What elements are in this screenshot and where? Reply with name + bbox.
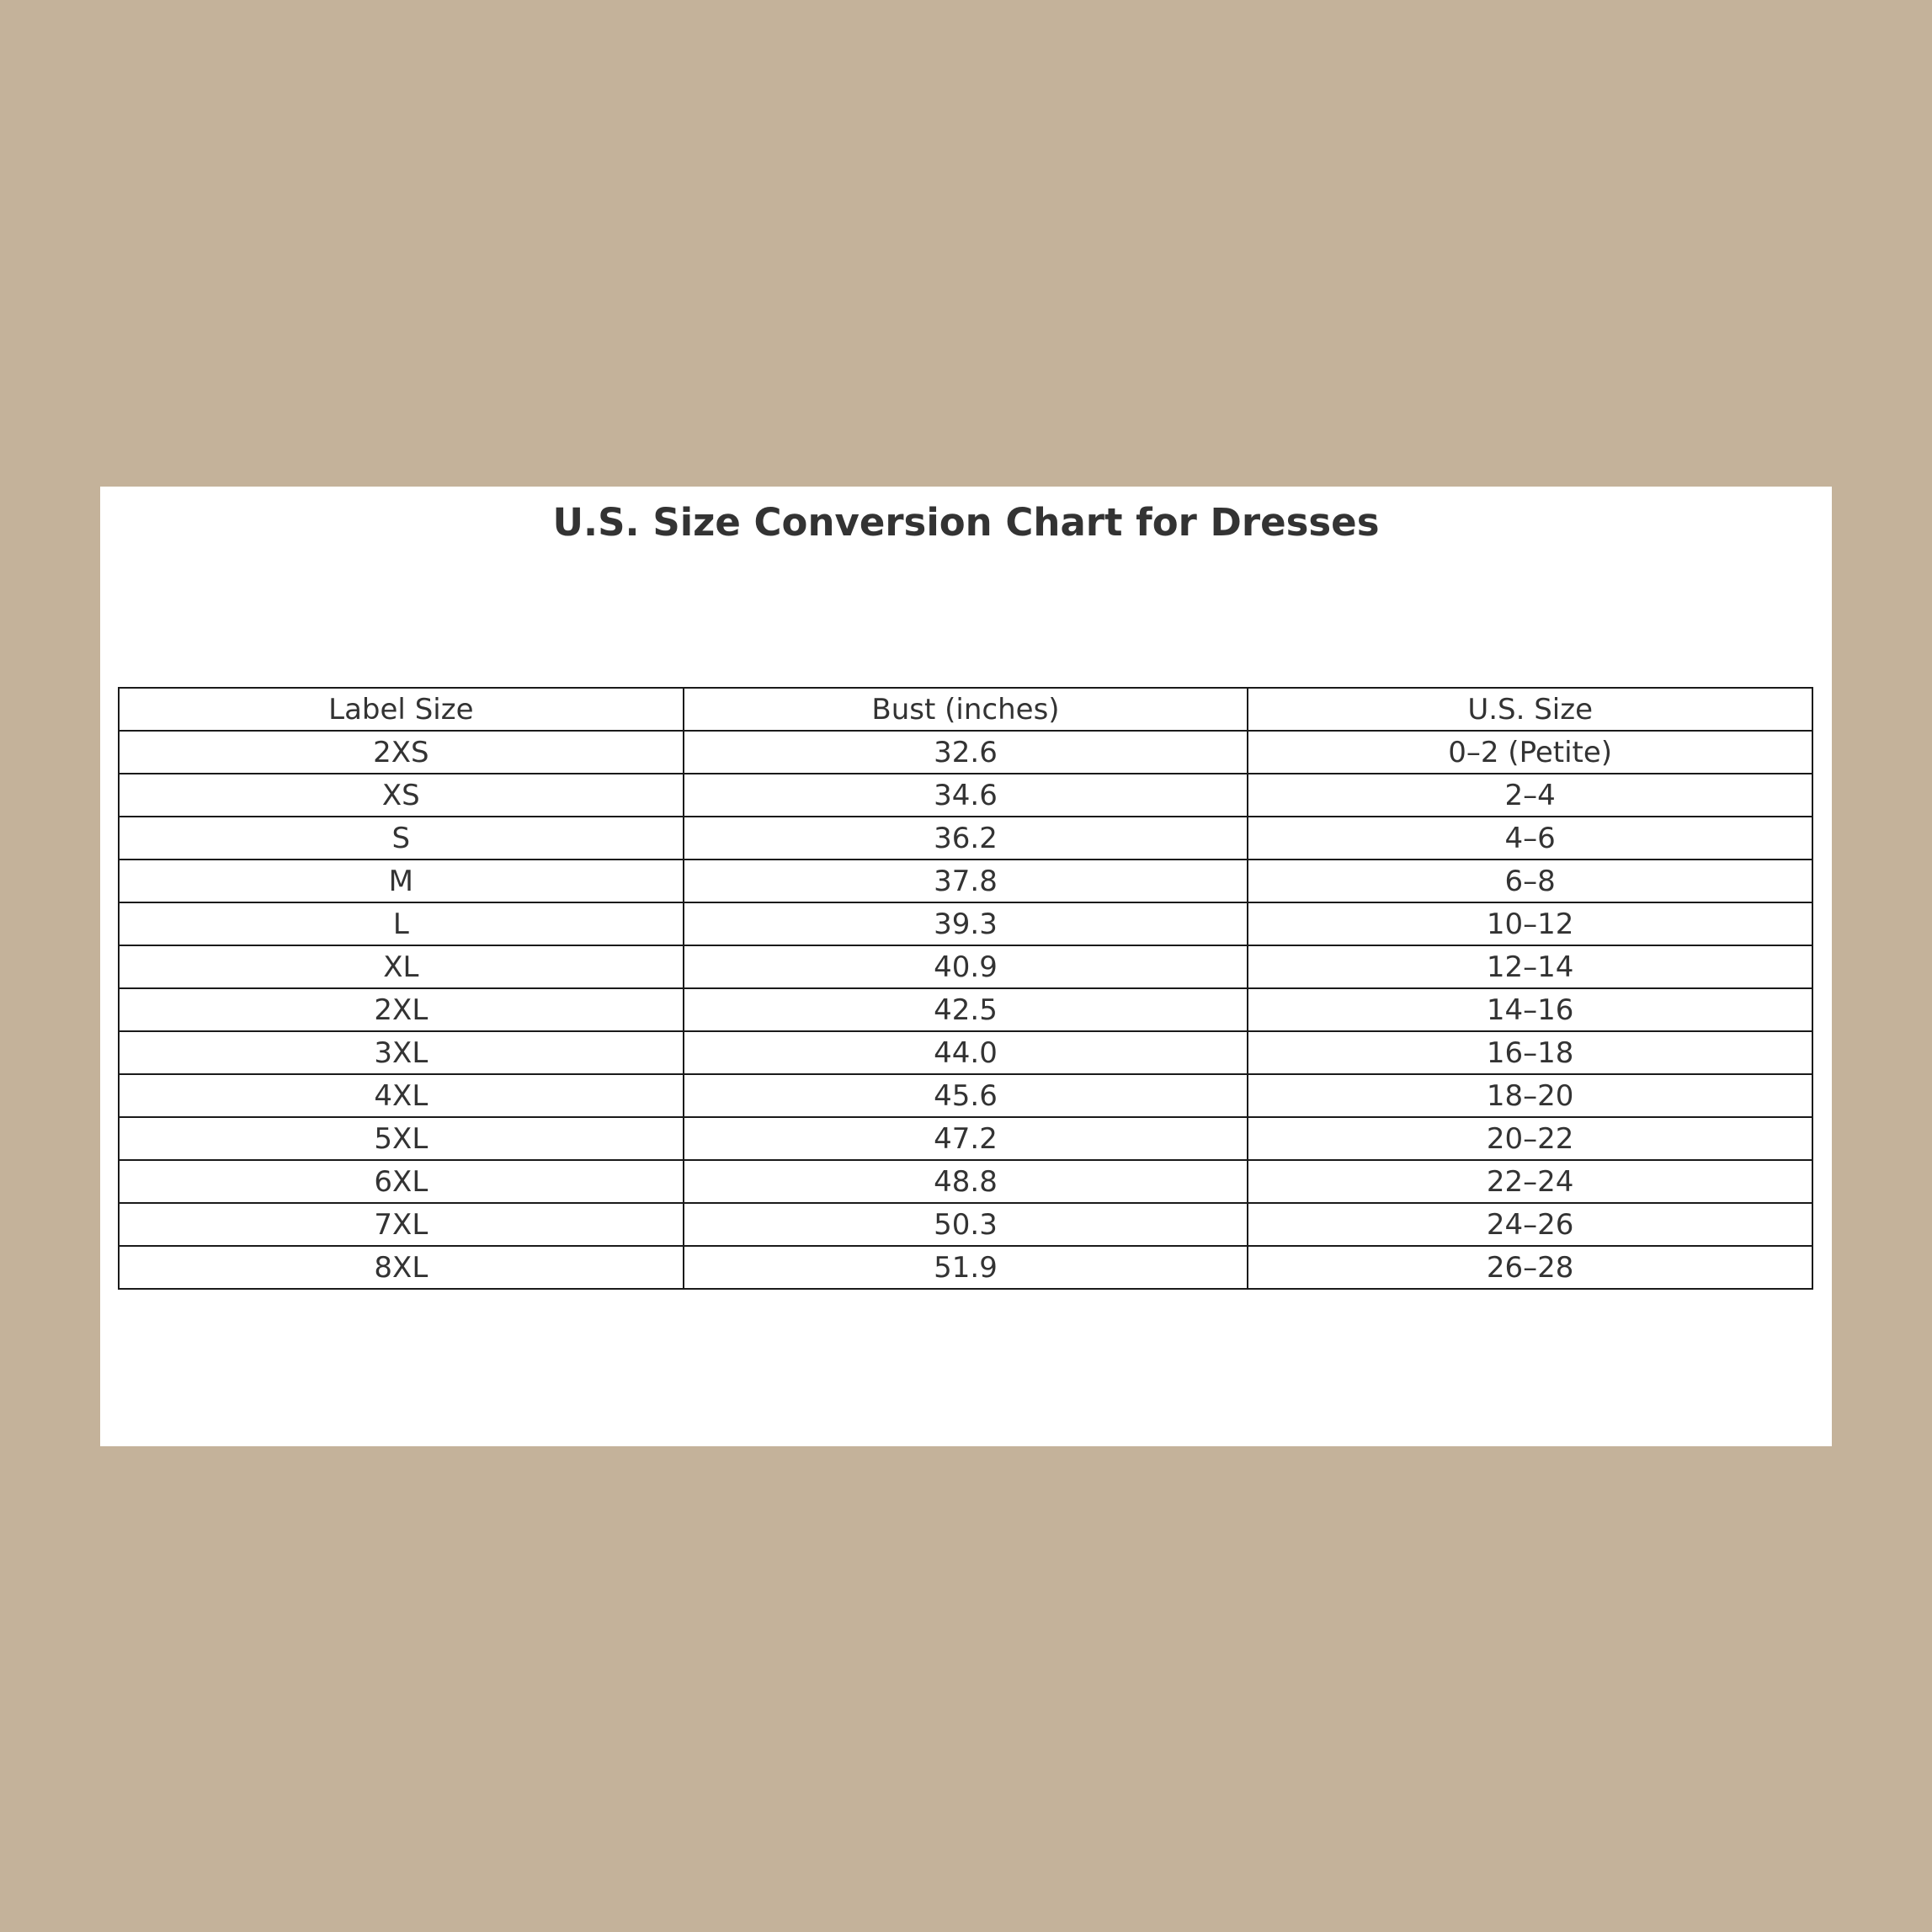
cell-bust: 50.3 (684, 1203, 1248, 1246)
cell-label-size: 3XL (119, 1031, 684, 1074)
table-body (119, 731, 1812, 1289)
chart-card (100, 487, 1832, 1446)
cell-bust: 32.6 (684, 731, 1248, 774)
column-header-us-size: U.S. Size (1248, 688, 1812, 731)
column-header-bust: Bust (inches) (684, 688, 1248, 731)
cell-label-size: 6XL (119, 1160, 684, 1203)
cell-bust: 37.8 (684, 860, 1248, 902)
cell-label-size: 2XS (119, 731, 684, 774)
cell-bust: 51.9 (684, 1246, 1248, 1289)
cell-label-size: 8XL (119, 1246, 684, 1289)
cell-us-size: 26–28 (1248, 1246, 1812, 1289)
cell-label-size: XL (119, 945, 684, 988)
cell-us-size: 4–6 (1248, 817, 1812, 860)
cell-us-size: 2–4 (1248, 774, 1812, 817)
cell-label-size: S (119, 817, 684, 860)
table-row (119, 1074, 1812, 1117)
cell-bust: 48.8 (684, 1160, 1248, 1203)
cell-us-size: 0–2 (Petite) (1248, 731, 1812, 774)
cell-bust: 44.0 (684, 1031, 1248, 1074)
cell-bust: 36.2 (684, 817, 1248, 860)
cell-us-size: 14–16 (1248, 988, 1812, 1031)
cell-bust: 45.6 (684, 1074, 1248, 1117)
cell-us-size: 16–18 (1248, 1031, 1812, 1074)
cell-us-size: 24–26 (1248, 1203, 1812, 1246)
cell-us-size: 10–12 (1248, 902, 1812, 945)
cell-label-size: L (119, 902, 684, 945)
table-row (119, 1203, 1812, 1246)
table-row (119, 902, 1812, 945)
cell-us-size: 6–8 (1248, 860, 1812, 902)
table-row (119, 1160, 1812, 1203)
table-row (119, 988, 1812, 1031)
table-row (119, 860, 1812, 902)
cell-bust: 42.5 (684, 988, 1248, 1031)
cell-label-size: 7XL (119, 1203, 684, 1246)
cell-label-size: 4XL (119, 1074, 684, 1117)
cell-label-size: XS (119, 774, 684, 817)
cell-us-size: 20–22 (1248, 1117, 1812, 1160)
cell-bust: 40.9 (684, 945, 1248, 988)
cell-us-size: 12–14 (1248, 945, 1812, 988)
chart-title: U.S. Size Conversion Chart for Dresses (552, 500, 1380, 545)
cell-us-size: 18–20 (1248, 1074, 1812, 1117)
table-row (119, 945, 1812, 988)
cell-bust: 34.6 (684, 774, 1248, 817)
size-conversion-table (118, 687, 1813, 1290)
table-row (119, 731, 1812, 774)
table-row (119, 774, 1812, 817)
cell-bust: 47.2 (684, 1117, 1248, 1160)
table-row (119, 1117, 1812, 1160)
cell-label-size: M (119, 860, 684, 902)
table-row (119, 1246, 1812, 1289)
column-header-label-size: Label Size (119, 688, 684, 731)
table-row (119, 817, 1812, 860)
table-header-row (119, 688, 1812, 731)
cell-bust: 39.3 (684, 902, 1248, 945)
table-row (119, 1031, 1812, 1074)
cell-us-size: 22–24 (1248, 1160, 1812, 1203)
cell-label-size: 2XL (119, 988, 684, 1031)
cell-label-size: 5XL (119, 1117, 684, 1160)
